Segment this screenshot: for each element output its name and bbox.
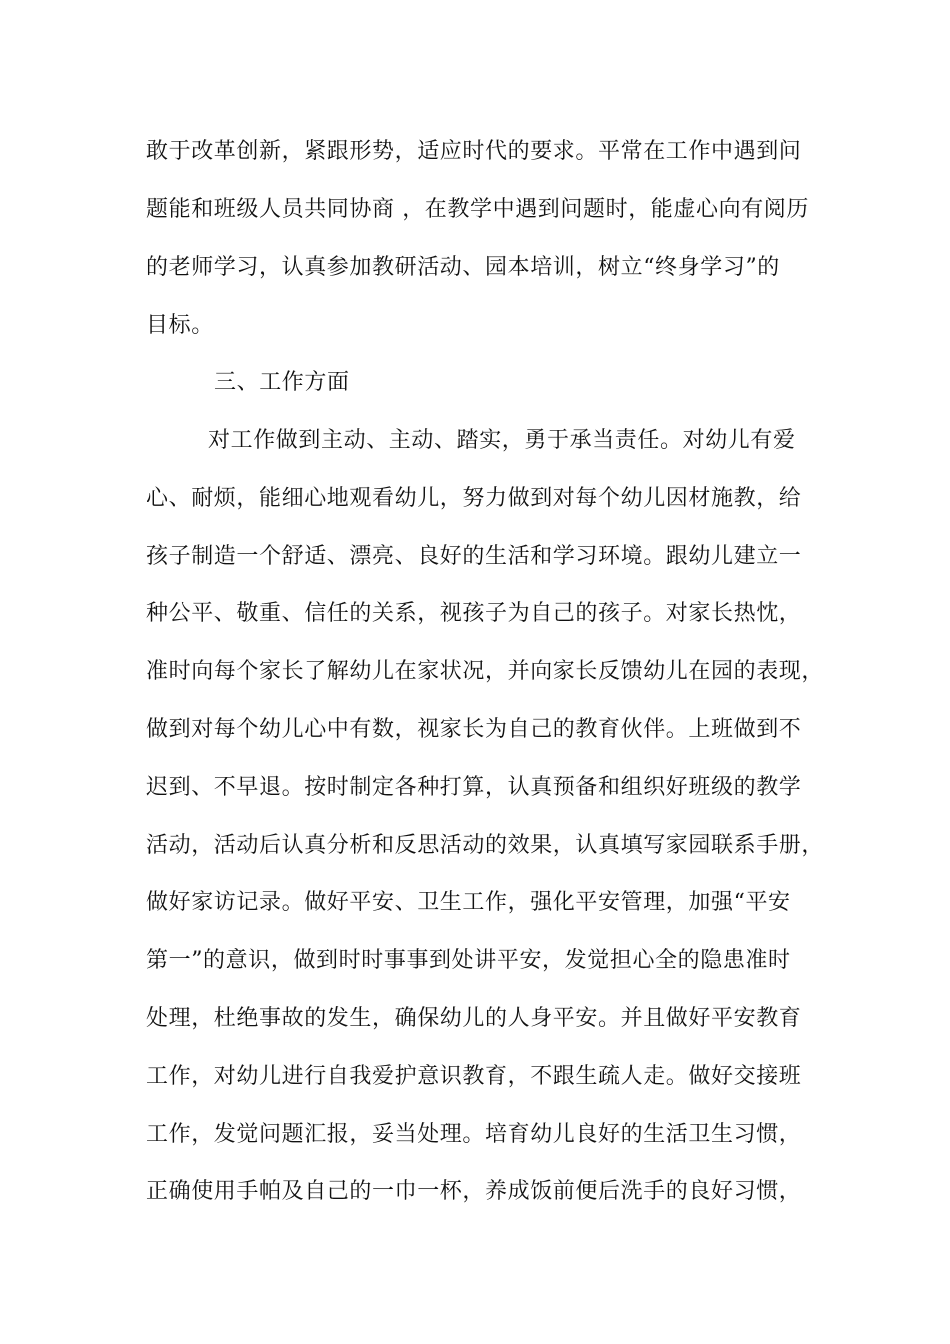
text-line: 孩子制造一个舒适、漂亮、良好的生活和学习环境。跟幼儿建立一 [146,544,802,569]
text-line: 工作，发觉问题汇报，妥当处理。培育幼儿良好的生活卫生习惯， [146,1122,802,1147]
text-line: 工作，对幼儿进行自我爱护意识教育，不跟生疏人走。做好交接班 [146,1064,802,1089]
section-heading: 三、工作方面 [214,370,350,395]
text-line: 敢于改革创新，紧跟形势，适应时代的要求。平常在工作中遇到问 [146,139,802,164]
text-line: 题能和班级人员共同协商 ，在教学中遇到问题时，能虚心向有阅历 [146,197,809,222]
text-line: 做到对每个幼儿心中有数，视家长为自己的教育伙伴。上班做到不 [146,717,802,742]
text-line: 处理，杜绝事故的发生，确保幼儿的人身平安。并且做好平安教育 [146,1006,802,1031]
text-line: 对工作做到主动、主动、踏实，勇于承当责任。对幼儿有爱 [208,428,796,453]
text-line: 的老师学习，认真参加教研活动、园本培训，树立“终身学习”的 [146,255,780,280]
text-line: 第一”的意识，做到时时事事到处讲平安，发觉担心全的隐患准时 [146,948,791,973]
text-line: 迟到、不早退。按时制定各种打算，认真预备和组织好班级的教学 [146,775,802,800]
text-line: 活动，活动后认真分析和反思活动的效果，认真填写家园联系手册， [146,833,825,858]
text-line: 目标。 [146,313,214,338]
text-line: 心、耐烦，能细心地观看幼儿，努力做到对每个幼儿因材施教，给 [146,486,802,511]
text-line: 种公平、敬重、信任的关系，视孩子为自己的孩子。对家长热忱， [146,601,802,626]
text-line: 做好家访记录。做好平安、卫生工作，强化平安管理，加强“平安 [146,890,791,915]
text-line: 准时向每个家长了解幼儿在家状况，并向家长反馈幼儿在园的表现， [146,659,825,684]
text-line: 正确使用手帕及自己的一巾一杯，养成饭前便后洗手的良好习惯， [146,1179,802,1204]
